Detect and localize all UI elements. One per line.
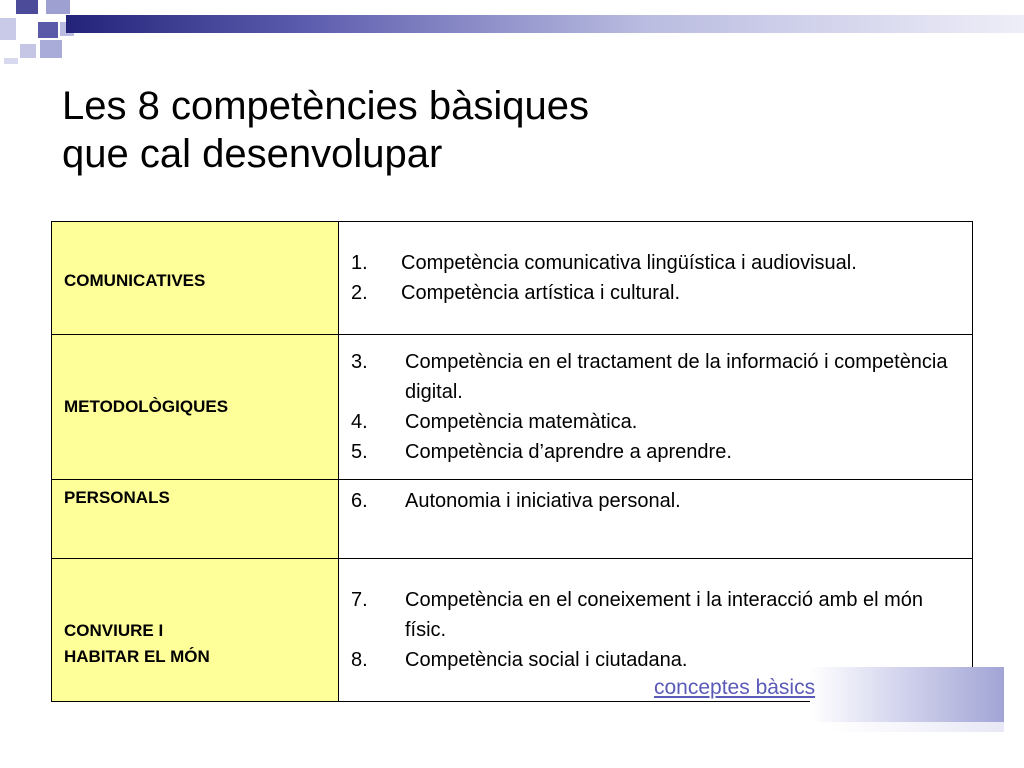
item-text: Competència social i ciutadana. (405, 649, 688, 671)
decorative-square (40, 40, 62, 58)
decorative-square (0, 18, 16, 40)
decorative-square (16, 0, 38, 14)
item-number: 4. (351, 411, 368, 433)
top-gradient-bar (66, 15, 1024, 33)
category-cell: PERSONALS (52, 480, 339, 559)
table-row (52, 335, 973, 480)
table-row (52, 222, 973, 335)
items-cell (339, 222, 973, 335)
item-text: Competència d’aprendre a aprendre. (405, 441, 732, 463)
list-item (351, 585, 962, 645)
competencies-table (51, 221, 973, 702)
item-text: Competència comunicativa lingüística i audiovisual. (401, 252, 857, 274)
item-number: 1. (351, 252, 368, 274)
category-line: CONVIURE I (64, 621, 164, 640)
table-row (52, 480, 973, 559)
list-item (351, 437, 962, 467)
bottom-gradient-bar (810, 667, 1004, 722)
item-text: Competència en el tractament de la informació i competència digital. (405, 351, 948, 403)
category-cell: COMUNICATIVES (52, 222, 339, 335)
list-item (351, 347, 962, 407)
list-item (351, 248, 962, 278)
list-item (351, 407, 962, 437)
title-line-1: Les 8 competències bàsiques (62, 84, 589, 128)
category-line: HABITAR EL MÓN (64, 647, 210, 666)
item-number: 6. (351, 490, 368, 512)
slide-title (62, 82, 589, 178)
decorative-square (38, 22, 58, 38)
concepts-link[interactable]: conceptes bàsics (654, 676, 816, 699)
item-number: 8. (351, 649, 368, 671)
item-number: 7. (351, 589, 368, 611)
item-number: 5. (351, 441, 368, 463)
item-text: Competència matemàtica. (405, 411, 638, 433)
decorative-square (20, 44, 36, 58)
title-line-2: que cal desenvolupar (62, 132, 443, 176)
decorative-square (16, 18, 38, 40)
decorative-square (46, 0, 70, 14)
decorative-square (4, 58, 18, 64)
items-cell (339, 335, 973, 480)
category-cell: METODOLÒGIQUES (52, 335, 339, 480)
item-number: 2. (351, 282, 368, 304)
item-text: Competència en el coneixement i la interacció amb el món físic. (405, 589, 924, 641)
item-text: Autonomia i iniciativa personal. (405, 490, 681, 512)
items-cell (339, 480, 973, 559)
category-cell (52, 559, 339, 702)
bottom-gradient-bar (830, 722, 1004, 732)
list-item (351, 486, 962, 516)
item-number: 3. (351, 351, 368, 373)
list-item (351, 278, 962, 308)
item-text: Competència artística i cultural. (401, 282, 681, 304)
